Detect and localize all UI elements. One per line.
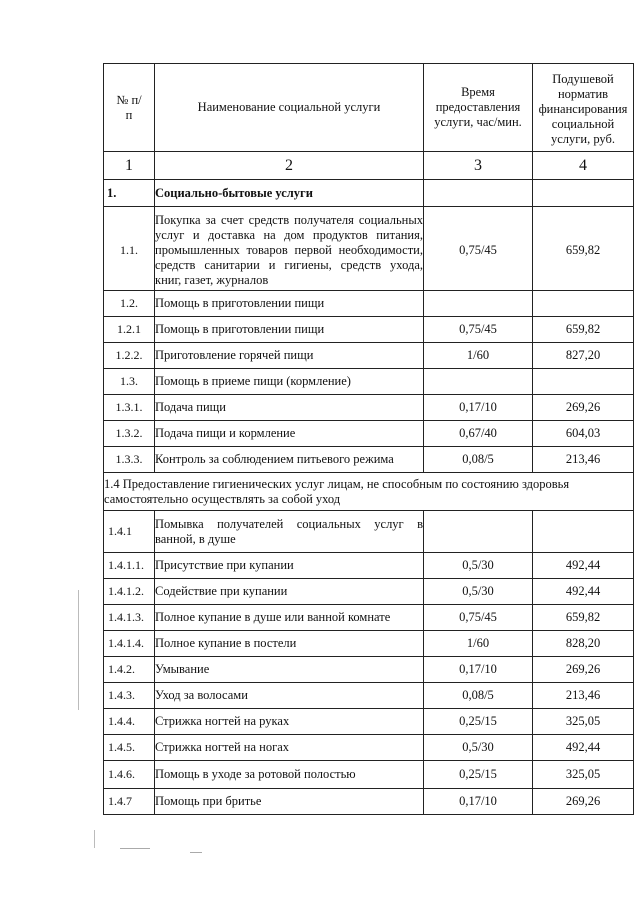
row-norm: 325,05 <box>533 761 634 789</box>
row-name: Помощь в приготовлении пищи <box>155 317 424 343</box>
row-name: Полное купание в душе или ванной комнате <box>155 605 424 631</box>
table-row <box>104 579 634 605</box>
row-time <box>424 511 533 553</box>
table-row <box>104 291 634 317</box>
row-time: 0,5/30 <box>424 735 533 761</box>
row-number: 1. <box>104 180 155 207</box>
row-time <box>424 369 533 395</box>
row-time: 0,5/30 <box>424 553 533 579</box>
row-number: 1.4.1.3. <box>104 605 155 631</box>
row-time: 0,67/40 <box>424 421 533 447</box>
table-row <box>104 709 634 735</box>
table-row <box>104 447 634 473</box>
row-number: 1.3.2. <box>104 421 155 447</box>
header-col-no: № п/п <box>104 64 155 152</box>
row-number: 1.3.3. <box>104 447 155 473</box>
table-row <box>104 735 634 761</box>
row-time: 0,17/10 <box>424 789 533 815</box>
row-name: Содействие при купании <box>155 579 424 605</box>
section-heading-line: самостоятельно осуществлять за собой уход <box>104 491 341 506</box>
row-number: 1.3. <box>104 369 155 395</box>
row-norm: 828,20 <box>533 631 634 657</box>
row-time: 0,08/5 <box>424 447 533 473</box>
table-row <box>104 511 634 553</box>
section-heading-line: 1.4 Предоставление гигиенических услуг лицам, не способным по состоянию здоровья <box>104 476 570 491</box>
row-norm: 492,44 <box>533 579 634 605</box>
row-time <box>424 180 533 207</box>
row-time <box>424 291 533 317</box>
row-name: Покупка за счет средств получателя социальных услуг и доставка на дом продуктов питания, промышленных товаров первой необходимости, средств санитарии и гигиены, средств ухода, книг, газет, журналов <box>155 207 424 291</box>
row-name: Помощь в приеме пищи (кормление) <box>155 369 424 395</box>
row-number: 1.2.2. <box>104 343 155 369</box>
row-time: 0,5/30 <box>424 579 533 605</box>
row-number: 1.4.4. <box>104 709 155 735</box>
row-number: 1.4.1.1. <box>104 553 155 579</box>
table-row <box>104 789 634 815</box>
row-number: 1.3.1. <box>104 395 155 421</box>
row-name: Присутствие при купании <box>155 553 424 579</box>
row-time: 0,17/10 <box>424 657 533 683</box>
row-name: Полное купание в постели <box>155 631 424 657</box>
table-row <box>104 180 634 207</box>
row-time: 0,17/10 <box>424 395 533 421</box>
row-time: 0,08/5 <box>424 683 533 709</box>
scan-artifact-dash <box>120 848 150 849</box>
row-norm <box>533 369 634 395</box>
table-header-row <box>104 64 634 152</box>
row-name: Уход за волосами <box>155 683 424 709</box>
row-number: 1.4.1.2. <box>104 579 155 605</box>
row-norm: 269,26 <box>533 789 634 815</box>
row-norm: 213,46 <box>533 447 634 473</box>
row-name: Контроль за соблюдением питьевого режима <box>155 447 424 473</box>
row-number: 1.2.1 <box>104 317 155 343</box>
row-norm: 325,05 <box>533 709 634 735</box>
row-name: Подача пищи <box>155 395 424 421</box>
row-time: 0,75/45 <box>424 207 533 291</box>
table-row <box>104 683 634 709</box>
table-row <box>104 631 634 657</box>
row-norm: 269,26 <box>533 395 634 421</box>
row-norm: 492,44 <box>533 553 634 579</box>
row-norm: 659,82 <box>533 317 634 343</box>
row-number: 1.4.1 <box>104 511 155 553</box>
row-norm: 269,26 <box>533 657 634 683</box>
table-row <box>104 207 634 291</box>
column-index: 3 <box>424 152 533 180</box>
row-time: 1/60 <box>424 343 533 369</box>
header-col-norm: Подушевой норматив финансирования социальной услуги, руб. <box>533 64 634 152</box>
row-norm: 659,82 <box>533 605 634 631</box>
row-time: 0,25/15 <box>424 761 533 789</box>
row-name: Приготовление горячей пищи <box>155 343 424 369</box>
row-number: 1.4.6. <box>104 761 155 789</box>
row-norm: 659,82 <box>533 207 634 291</box>
row-number: 1.1. <box>104 207 155 291</box>
row-name: Стрижка ногтей на руках <box>155 709 424 735</box>
row-name: Подача пищи и кормление <box>155 421 424 447</box>
table-row <box>104 343 634 369</box>
header-col-name: Наименование социальной услуги <box>155 64 424 152</box>
row-norm <box>533 180 634 207</box>
row-norm: 827,20 <box>533 343 634 369</box>
column-index: 4 <box>533 152 634 180</box>
row-name: Помощь в приготовлении пищи <box>155 291 424 317</box>
scan-artifact-line <box>78 590 79 710</box>
row-norm <box>533 291 634 317</box>
column-index-row <box>104 152 634 180</box>
row-name: Стрижка ногтей на ногах <box>155 735 424 761</box>
row-number: 1.4.2. <box>104 657 155 683</box>
table-row <box>104 553 634 579</box>
services-table <box>103 63 634 815</box>
section-heading <box>104 473 634 511</box>
row-number: 1.2. <box>104 291 155 317</box>
table-row <box>104 395 634 421</box>
table-row <box>104 605 634 631</box>
table-row <box>104 421 634 447</box>
table-row <box>104 761 634 789</box>
header-col-time: Время предоставления услуги, час/мин. <box>424 64 533 152</box>
row-norm: 604,03 <box>533 421 634 447</box>
row-name: Помощь в уходе за ротовой полостью <box>155 761 424 789</box>
row-norm <box>533 511 634 553</box>
row-name: Помощь при бритье <box>155 789 424 815</box>
row-name: Умывание <box>155 657 424 683</box>
table-row <box>104 657 634 683</box>
row-time: 0,75/45 <box>424 605 533 631</box>
section-heading-row <box>104 473 634 511</box>
scan-artifact-dash <box>190 852 202 853</box>
row-time: 0,75/45 <box>424 317 533 343</box>
row-number: 1.4.5. <box>104 735 155 761</box>
column-index: 2 <box>155 152 424 180</box>
table-row <box>104 369 634 395</box>
row-time: 0,25/15 <box>424 709 533 735</box>
row-name: Социально-бытовые услуги <box>155 180 424 207</box>
row-norm: 492,44 <box>533 735 634 761</box>
row-number: 1.4.1.4. <box>104 631 155 657</box>
row-name: Помывка получателей социальных услуг в ванной, в душе <box>155 511 424 553</box>
row-number: 1.4.3. <box>104 683 155 709</box>
row-time: 1/60 <box>424 631 533 657</box>
column-index: 1 <box>104 152 155 180</box>
row-number: 1.4.7 <box>104 789 155 815</box>
table-row <box>104 317 634 343</box>
scan-artifact-line <box>94 830 95 848</box>
row-norm: 213,46 <box>533 683 634 709</box>
